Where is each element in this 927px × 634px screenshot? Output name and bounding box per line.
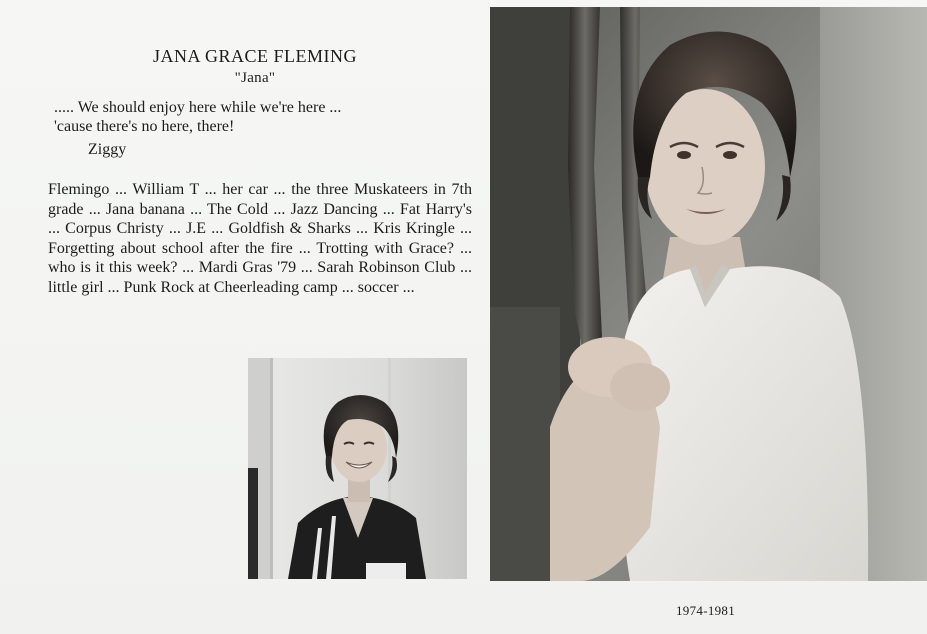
quote-block — [54, 98, 484, 159]
year-range: 1974-1981 — [676, 603, 736, 618]
memories-text: Flemingo ... William T ... her car ... the three Muskateers in 7th grade ... Jana banana ... The Cold ... Jazz Dancing ... Fat Harry's ... Corpus Christy ... J.E ... Goldfish & Sharks ... Kris Kringle ... Forgetting about school after the fire ... Trotting with Grace? ... who is it this week? ... Mardi Gras '79 ... Sarah Robinson Club ... little girl ... Punk Rock at Cheerleading camp ... soccer ... — [48, 181, 472, 296]
small-candid-photo — [248, 358, 467, 579]
student-name: JANA GRACE FLEMING — [152, 46, 357, 66]
quote-line-1: ..... We should enjoy here while we're here ... — [54, 99, 342, 116]
student-nickname: "Jana" — [234, 70, 276, 86]
quote-line-2: 'cause there's no here, there! — [54, 118, 235, 135]
quote-author: Ziggy — [88, 141, 127, 158]
large-portrait-photo — [490, 7, 927, 581]
